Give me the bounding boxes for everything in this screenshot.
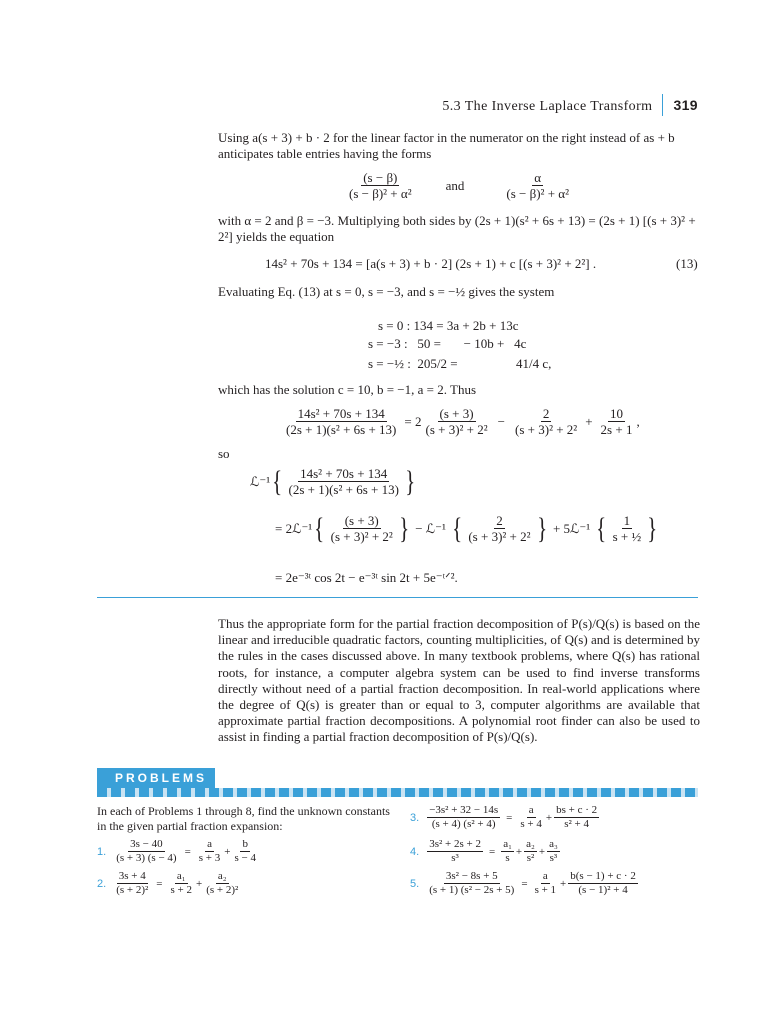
decomp-eq-coef: = 2 xyxy=(404,413,422,429)
inverse-mid: − ℒ⁻¹ xyxy=(415,520,446,536)
laplace-inverse-symbol: ℒ⁻¹ xyxy=(250,473,271,489)
problem-3 xyxy=(410,804,601,831)
problem-1-lhs xyxy=(114,838,178,865)
forms-display xyxy=(345,170,573,201)
page-number: 319 xyxy=(673,97,698,114)
p4-t1-den: s xyxy=(505,852,510,864)
section-rule xyxy=(97,597,698,598)
p2-eq: = xyxy=(156,877,163,890)
left-brace: { xyxy=(314,511,325,545)
p5-lhs-den: (s + 1) (s² − 2s + 5) xyxy=(429,884,515,896)
p3-t2-den: s² + 4 xyxy=(564,818,589,830)
p4-t3-den: s³ xyxy=(549,852,558,864)
p4-eq: = xyxy=(488,845,496,858)
problems-label: PROBLEMS xyxy=(97,768,215,788)
problem-3-lhs xyxy=(427,804,500,831)
p5-term-1 xyxy=(533,870,558,897)
problem-5 xyxy=(410,870,640,897)
inverse-l1-frac xyxy=(287,466,401,497)
problem-2 xyxy=(97,870,242,897)
p5-term-2 xyxy=(568,870,638,897)
p4-plus-1: + xyxy=(515,845,523,858)
form-1-num: (s − β) xyxy=(363,170,398,185)
p3-t2-num: bs + c · 2 xyxy=(556,804,598,816)
inverse-line-2 xyxy=(275,513,660,544)
inverse-b-den: (s + 3)² + 2² xyxy=(468,529,531,544)
p2-t1-num: a₁ xyxy=(176,870,186,882)
problem-1-number: 1. xyxy=(97,845,107,858)
left-brace: { xyxy=(272,464,283,498)
decomp-term-1 xyxy=(423,406,489,437)
p5-t1-num: a xyxy=(542,870,548,882)
p1-lhs-num: 3s − 40 xyxy=(130,838,163,850)
p2-lhs-num: 3s + 4 xyxy=(118,870,146,882)
problem-4-lhs xyxy=(427,838,483,865)
problem-1 xyxy=(97,838,260,865)
inverse-a-den: (s + 3)² + 2² xyxy=(330,529,393,544)
p3-term-1 xyxy=(518,804,543,831)
problem-2-number: 2. xyxy=(97,877,107,890)
p5-t2-num: b(s − 1) + c · 2 xyxy=(570,870,636,882)
right-brace: } xyxy=(398,511,410,545)
p1-term-1 xyxy=(197,838,222,865)
decomp-plus: + xyxy=(585,413,593,429)
decomposition-equation xyxy=(282,406,640,437)
header-divider xyxy=(662,94,663,116)
problem-3-number: 3. xyxy=(410,811,420,824)
paragraph-evaluating: Evaluating Eq. (13) at s = 0, s = −3, and s = −½ gives the system xyxy=(218,284,555,299)
paragraph-intro: Using a(s + 3) + b · 2 for the linear factor in the numerator on the right instead of as + b anticipates table entries having the forms xyxy=(218,130,675,162)
form-fraction-2 xyxy=(504,170,571,201)
decomp-term-2 xyxy=(513,406,579,437)
decomp-t2-den: (s + 3)² + 2² xyxy=(515,422,578,437)
paragraph-solution: which has the solution c = 10, b = −1, a = 2. Thus xyxy=(218,382,477,397)
form-fraction-1 xyxy=(347,170,414,201)
p3-t1-num: a xyxy=(528,804,534,816)
decomp-lhs xyxy=(284,406,398,437)
p4-term-2 xyxy=(524,838,537,865)
problem-4-number: 4. xyxy=(410,845,420,858)
decomp-t3-num: 10 xyxy=(609,406,623,421)
p1-term-2 xyxy=(232,838,257,865)
p4-term-1 xyxy=(501,838,514,865)
decomp-t2-num: 2 xyxy=(542,406,550,421)
decomp-lhs-den: (2s + 1)(s² + 6s + 13) xyxy=(286,422,397,437)
inverse-mid2: + 5ℒ⁻¹ xyxy=(552,520,591,536)
inverse-c-den: s + ½ xyxy=(612,529,642,544)
p4-lhs-num: 3s² + 2s + 2 xyxy=(429,838,481,850)
p4-t3-num: a₃ xyxy=(549,838,558,850)
right-brace: } xyxy=(536,511,547,545)
form-1-den: (s − β)² + α² xyxy=(349,186,412,201)
p1-t1-den: s + 3 xyxy=(198,852,221,864)
system-row-2: s = −3 : 50 = − 10b + 4c xyxy=(368,336,527,351)
p3-plus: + xyxy=(545,811,553,824)
p5-t2-den: (s − 1)² + 4 xyxy=(578,884,628,896)
p3-eq: = xyxy=(506,811,513,824)
inverse-b-frac xyxy=(466,513,532,544)
decomp-minus: − xyxy=(497,413,506,429)
p3-lhs-den: (s + 4) (s² + 4) xyxy=(431,818,496,830)
p3-term-2 xyxy=(554,804,599,831)
p4-t2-den: s² xyxy=(526,852,535,864)
p4-t2-num: a₂ xyxy=(526,838,535,850)
p1-t2-den: s − 4 xyxy=(234,852,256,864)
p2-term-1 xyxy=(169,870,194,897)
p4-term-3 xyxy=(547,838,560,865)
inverse-l2-prefix: = 2ℒ⁻¹ xyxy=(275,520,313,536)
and-word: and xyxy=(445,177,465,193)
system-row-1: s = 0 : 134 = 3a + 2b + 13c xyxy=(378,318,519,333)
p2-plus: + xyxy=(196,877,203,890)
problem-5-number: 5. xyxy=(410,877,420,890)
p2-lhs-den: (s + 2)² xyxy=(116,884,149,896)
p1-lhs-den: (s + 3) (s − 4) xyxy=(116,852,177,864)
p5-t1-den: s + 1 xyxy=(534,884,557,896)
p4-plus-2: + xyxy=(538,845,546,858)
p1-t1-num: a xyxy=(207,838,212,850)
problems-bar xyxy=(97,788,698,797)
problems-intro: In each of Problems 1 through 8, find the unknown constants in the given partial fraction expansion: xyxy=(97,804,390,833)
decomp-t1-den: (s + 3)² + 2² xyxy=(425,422,488,437)
paragraph-summary: Thus the appropriate form for the partial fraction decomposition of P(s)/Q(s) is based on the linear and irreducible quadratic factors, counting multiplicities, of Q(s) and is determined by the rules in the cases discussed above. In many textbook problems, where Q(s) has rational roots, for instance, a computer algebra system can be used to find inverse transforms directly without need of a partial fraction decomposition. In real-world applications where the degree of Q(s) is greater than or equal to 3, computer algorithms are available that approximate partial fraction decompositions. A polynomial root finder can also be used to assist in finding a partial fraction decomposition of P(s)/Q(s). xyxy=(218,616,700,745)
decomp-lhs-num: 14s² + 70s + 134 xyxy=(297,406,385,421)
p2-term-2 xyxy=(204,870,240,897)
left-brace: { xyxy=(596,511,607,545)
right-brace: } xyxy=(405,464,416,498)
p1-t2-num: b xyxy=(242,838,248,850)
equation-13-number: (13) xyxy=(676,256,698,271)
section-title: 5.3 The Inverse Laplace Transform xyxy=(442,99,653,115)
inverse-c-num: 1 xyxy=(623,513,631,528)
p2-t1-den: s + 2 xyxy=(170,884,192,896)
p3-lhs-num: −3s² + 32 − 14s xyxy=(429,804,499,816)
inverse-a-num: (s + 3) xyxy=(344,513,379,528)
form-2-num: α xyxy=(534,170,542,185)
decomp-t1-num: (s + 3) xyxy=(439,406,474,421)
p2-t2-den: (s + 2)² xyxy=(206,884,239,896)
right-brace: } xyxy=(647,511,658,545)
paragraph-multiply: with α = 2 and β = −3. Multiplying both sides by (2s + 1)(s² + 6s + 13) = (2s + 1) [(s + 3)² + 2²] yields the equation xyxy=(218,213,696,245)
inverse-a-frac xyxy=(329,513,395,544)
form-2-den: (s − β)² + α² xyxy=(506,186,569,201)
inverse-b-num: 2 xyxy=(496,513,503,528)
problem-5-lhs xyxy=(427,870,516,897)
p5-eq: = xyxy=(521,877,528,890)
p4-lhs-den: s³ xyxy=(451,852,459,864)
p2-t2-num: a₂ xyxy=(217,870,227,882)
decomp-comma: , xyxy=(636,413,640,429)
p1-eq: = xyxy=(184,845,191,858)
left-brace: { xyxy=(452,511,463,545)
decomp-term-3 xyxy=(599,406,635,437)
inverse-l1-den: (2s + 1)(s² + 6s + 13) xyxy=(288,482,399,497)
p5-plus: + xyxy=(560,877,567,890)
p5-lhs-num: 3s² − 8s + 5 xyxy=(445,870,498,882)
inverse-line-1 xyxy=(250,466,417,497)
decomp-t3-den: 2s + 1 xyxy=(600,422,633,437)
p4-t1-num: a₁ xyxy=(503,838,512,850)
system-row-3: s = −½ : 205/2 = 41/4 c, xyxy=(368,356,552,371)
inverse-result: = 2e⁻³ᵗ cos 2t − e⁻³ᵗ sin 2t + 5e⁻ᵗᐟ². xyxy=(275,570,458,585)
p3-t1-den: s + 4 xyxy=(520,818,542,830)
inverse-l1-num: 14s² + 70s + 134 xyxy=(300,466,388,481)
equation-13: 14s² + 70s + 134 = [a(s + 3) + b · 2] (2s + 1) + c [(s + 3)² + 2²] . xyxy=(265,256,597,271)
so-word: so xyxy=(218,446,230,461)
running-header xyxy=(442,96,698,118)
problem-2-lhs xyxy=(114,870,150,897)
problem-4 xyxy=(410,838,562,865)
p1-plus: + xyxy=(224,845,231,858)
inverse-c-frac xyxy=(611,513,644,544)
